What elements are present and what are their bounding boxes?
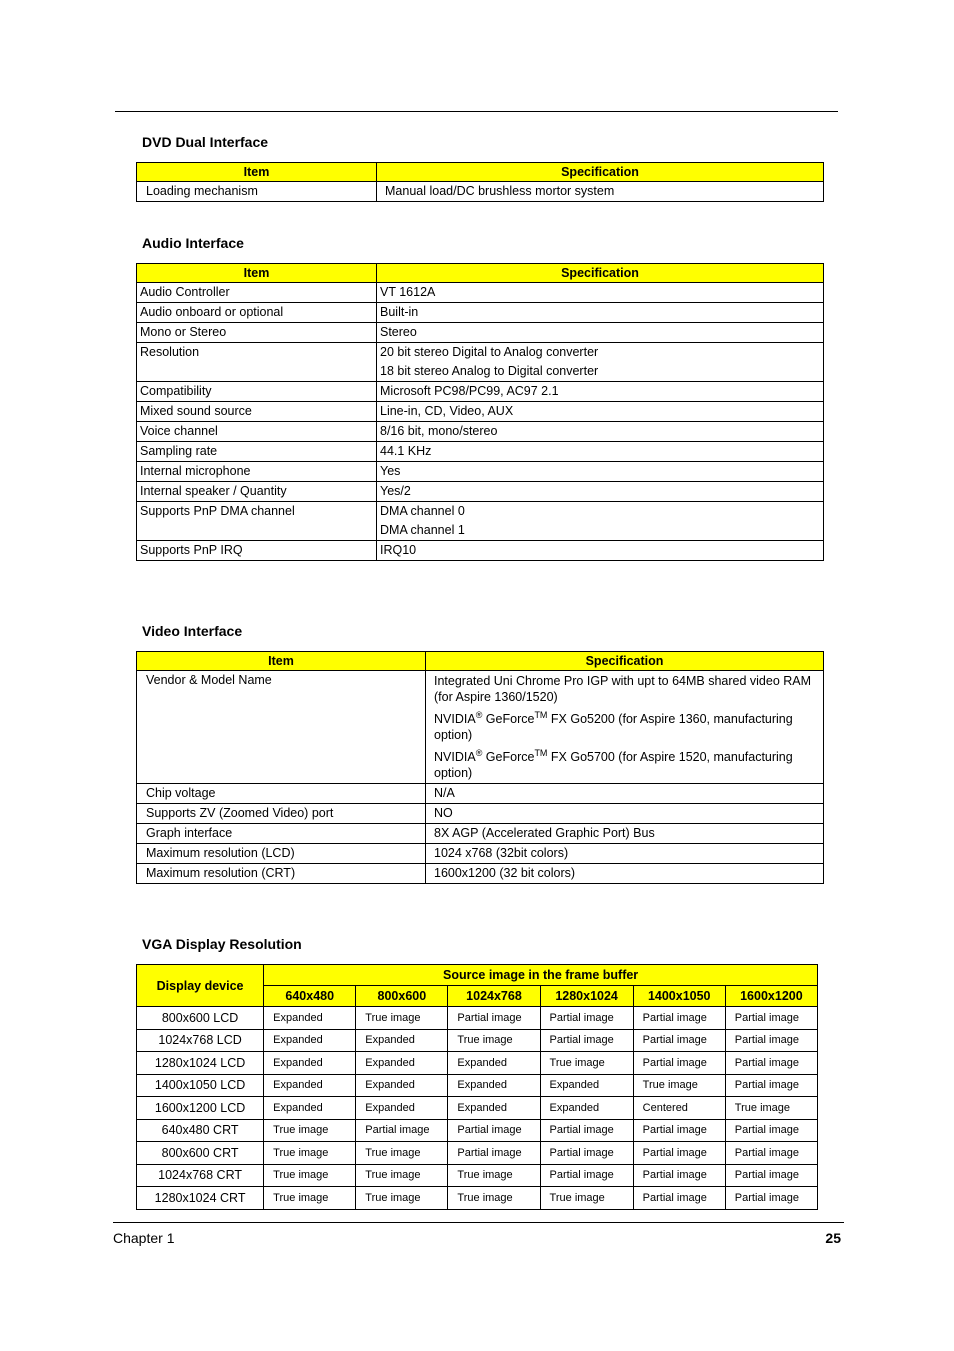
dvd-item-cell: Loading mechanism — [137, 182, 377, 202]
vga-column-header: 1400x1050 — [633, 986, 725, 1007]
vga-value-cell: True image — [264, 1119, 356, 1142]
vga-value-cell: Partial image — [448, 1142, 540, 1165]
vga-value-cell: Partial image — [540, 1029, 633, 1052]
video-vendor-item: Vendor & Model Name — [137, 671, 426, 784]
bottom-rule — [113, 1222, 844, 1223]
vga-value-cell: Expanded — [540, 1097, 633, 1120]
audio-item-cell: Voice channel — [137, 422, 377, 442]
audio-item-cell: Mixed sound source — [137, 402, 377, 422]
vga-value-cell: True image — [356, 1142, 448, 1165]
table-row — [137, 502, 824, 541]
audio-spec-line: DMA channel 0 — [380, 504, 465, 518]
audio-item-cell: Resolution — [137, 343, 377, 382]
table-row — [137, 283, 824, 303]
vga-column-header: 1600x1200 — [725, 986, 817, 1007]
vga-value-cell: Expanded — [264, 1007, 356, 1030]
table-row — [137, 442, 824, 462]
vga-device-cell: 800x600 LCD — [137, 1007, 264, 1030]
table-row — [137, 1142, 818, 1165]
audio-item-cell: Compatibility — [137, 382, 377, 402]
table-row — [137, 323, 824, 343]
audio-spec-cell — [377, 382, 824, 402]
dvd-spec-cell: Manual load/DC brushless mortor system — [377, 182, 824, 202]
vga-value-cell: Partial image — [633, 1164, 725, 1187]
table-row — [137, 422, 824, 442]
table-row — [137, 462, 824, 482]
vga-value-cell: Partial image — [725, 1074, 817, 1097]
vga-value-cell: Expanded — [264, 1074, 356, 1097]
vga-value-cell: Partial image — [633, 1119, 725, 1142]
vga-value-cell: True image — [356, 1187, 448, 1210]
geforce-text: GeForce — [482, 750, 535, 764]
audio-spec-line: 18 bit stereo Analog to Digital converter — [380, 364, 599, 378]
top-rule — [115, 111, 838, 112]
dvd-header-row — [137, 163, 824, 182]
table-row — [137, 402, 824, 422]
audio-spec-line: Stereo — [380, 325, 417, 339]
table-row — [137, 303, 824, 323]
audio-item-cell: Internal speaker / Quantity — [137, 482, 377, 502]
video-vendor-spec-igp: Integrated Uni Chrome Pro IGP with upt to 64MB shared video RAM (for Aspire 1360/1520) — [434, 674, 812, 704]
video-header-row — [137, 652, 824, 671]
video-item-cell: Graph interface — [137, 824, 426, 844]
vga-value-cell: True image — [448, 1029, 540, 1052]
table-row — [137, 182, 824, 202]
vga-value-cell: True image — [725, 1097, 817, 1120]
fx5200-text: FX Go5200 (for Aspire 1360, manufacturing option) — [434, 712, 793, 742]
vga-device-cell: 1600x1200 LCD — [137, 1097, 264, 1120]
vga-header-source: Source image in the frame buffer — [264, 965, 818, 986]
video-spec-cell: 8X AGP (Accelerated Graphic Port) Bus — [426, 824, 824, 844]
vga-value-cell: Expanded — [356, 1029, 448, 1052]
vga-value-cell: True image — [448, 1187, 540, 1210]
vga-device-cell: 1024x768 CRT — [137, 1164, 264, 1187]
video-item-cell: Maximum resolution (CRT) — [137, 864, 426, 884]
vga-device-cell: 1400x1050 LCD — [137, 1074, 264, 1097]
video-spec-cell: 1600x1200 (32 bit colors) — [426, 864, 824, 884]
audio-spec-line: 20 bit stereo Digital to Analog converter — [380, 345, 599, 359]
vga-value-cell: True image — [264, 1164, 356, 1187]
audio-header-item: Item — [137, 264, 377, 283]
vga-value-cell: Expanded — [448, 1074, 540, 1097]
video-table — [136, 651, 824, 884]
audio-spec-line: IRQ10 — [380, 543, 417, 557]
audio-item-cell: Audio Controller — [137, 283, 377, 303]
table-row — [137, 1164, 818, 1187]
vga-value-cell: Partial image — [725, 1164, 817, 1187]
vga-value-cell: Centered — [633, 1097, 725, 1120]
vga-device-cell: 1280x1024 CRT — [137, 1187, 264, 1210]
vga-column-header: 1024x768 — [448, 986, 540, 1007]
audio-section-title: Audio Interface — [142, 235, 244, 251]
table-row — [137, 824, 824, 844]
vga-value-cell: True image — [540, 1052, 633, 1075]
vga-value-cell: Expanded — [264, 1097, 356, 1120]
video-vendor-spec-fx5200 — [434, 711, 820, 743]
dvd-header-item: Item — [137, 163, 377, 182]
vga-value-cell: Partial image — [725, 1119, 817, 1142]
table-row — [137, 804, 824, 824]
vga-header-device: Display device — [137, 965, 264, 1007]
audio-item-cell: Internal microphone — [137, 462, 377, 482]
vga-device-cell: 800x600 CRT — [137, 1142, 264, 1165]
vga-value-cell: Partial image — [725, 1029, 817, 1052]
table-row — [137, 1052, 818, 1075]
dvd-section-title: DVD Dual Interface — [142, 134, 269, 150]
registered-mark: ® — [475, 709, 483, 720]
geforce-text: GeForce — [482, 712, 535, 726]
vga-value-cell: Partial image — [633, 1052, 725, 1075]
dvd-table — [136, 162, 824, 202]
vga-value-cell: Partial image — [540, 1119, 633, 1142]
vga-value-cell: Partial image — [356, 1119, 448, 1142]
vga-section-title: VGA Display Resolution — [142, 936, 302, 952]
fx5700-text: FX Go5700 (for Aspire 1520, manufacturing option) — [434, 750, 793, 780]
video-item-cell: Maximum resolution (LCD) — [137, 844, 426, 864]
audio-spec-cell — [377, 402, 824, 422]
audio-spec-line: 8/16 bit, mono/stereo — [380, 424, 498, 438]
vga-value-cell: True image — [356, 1007, 448, 1030]
vga-device-cell: 1280x1024 LCD — [137, 1052, 264, 1075]
vga-value-cell: Partial image — [633, 1029, 725, 1052]
vga-value-cell: True image — [448, 1164, 540, 1187]
audio-spec-line: VT 1612A — [380, 285, 436, 299]
audio-spec-line: Line-in, CD, Video, AUX — [380, 404, 514, 418]
video-vendor-spec-fx5700 — [434, 749, 820, 781]
vga-value-cell: Partial image — [633, 1187, 725, 1210]
video-spec-cell: 1024 x768 (32bit colors) — [426, 844, 824, 864]
audio-spec-cell — [377, 541, 824, 561]
vga-value-cell: Partial image — [448, 1007, 540, 1030]
audio-header-spec: Specification — [377, 264, 824, 283]
audio-spec-line: DMA channel 1 — [380, 523, 465, 537]
footer-page-number: 25 — [825, 1230, 841, 1246]
dvd-header-spec: Specification — [377, 163, 824, 182]
vga-value-cell: Partial image — [540, 1142, 633, 1165]
table-row — [137, 671, 824, 784]
nvidia-text: NVIDIA — [434, 712, 476, 726]
vga-value-cell: Partial image — [633, 1142, 725, 1165]
vga-value-cell: True image — [540, 1187, 633, 1210]
video-section-title: Video Interface — [142, 623, 243, 639]
vga-value-cell: Partial image — [633, 1007, 725, 1030]
audio-table — [136, 263, 824, 561]
table-row — [137, 1007, 818, 1030]
vga-value-cell: True image — [264, 1187, 356, 1210]
footer-chapter: Chapter 1 — [113, 1230, 175, 1246]
audio-spec-cell — [377, 482, 824, 502]
table-row — [137, 1097, 818, 1120]
audio-item-cell: Audio onboard or optional — [137, 303, 377, 323]
audio-item-cell: Supports PnP DMA channel — [137, 502, 377, 541]
vga-value-cell: Partial image — [725, 1187, 817, 1210]
audio-spec-line: Yes — [380, 464, 401, 478]
audio-spec-cell — [377, 462, 824, 482]
audio-spec-cell — [377, 442, 824, 462]
table-row — [137, 1029, 818, 1052]
table-row — [137, 1074, 818, 1097]
vga-value-cell: True image — [356, 1164, 448, 1187]
vga-column-header: 640x480 — [264, 986, 356, 1007]
vga-value-cell: Partial image — [725, 1142, 817, 1165]
vga-value-cell: Expanded — [356, 1074, 448, 1097]
video-vendor-spec — [426, 671, 824, 784]
vga-table — [136, 964, 818, 1210]
vga-value-cell: True image — [633, 1074, 725, 1097]
audio-spec-cell — [377, 502, 824, 541]
vga-column-header: 1280x1024 — [540, 986, 633, 1007]
audio-spec-cell — [377, 303, 824, 323]
vga-header-row-1 — [137, 965, 818, 986]
audio-spec-line: 44.1 KHz — [380, 444, 432, 458]
vga-value-cell: Partial image — [540, 1164, 633, 1187]
trademark-mark: TM — [534, 747, 548, 758]
table-row — [137, 844, 824, 864]
vga-value-cell: Expanded — [264, 1052, 356, 1075]
video-spec-cell: NO — [426, 804, 824, 824]
vga-value-cell: Expanded — [264, 1029, 356, 1052]
table-row — [137, 382, 824, 402]
vga-device-cell: 1024x768 LCD — [137, 1029, 264, 1052]
vga-value-cell: Expanded — [356, 1052, 448, 1075]
vga-value-cell: Partial image — [448, 1119, 540, 1142]
vga-column-header: 800x600 — [356, 986, 448, 1007]
audio-spec-cell — [377, 422, 824, 442]
table-row — [137, 541, 824, 561]
video-spec-cell: N/A — [426, 784, 824, 804]
vga-value-cell: Partial image — [725, 1052, 817, 1075]
video-item-cell: Chip voltage — [137, 784, 426, 804]
audio-spec-cell — [377, 323, 824, 343]
table-row — [137, 1187, 818, 1210]
table-row — [137, 784, 824, 804]
nvidia-text: NVIDIA — [434, 750, 476, 764]
audio-header-row — [137, 264, 824, 283]
registered-mark: ® — [475, 747, 483, 758]
vga-value-cell: True image — [264, 1142, 356, 1165]
video-item-cell: Supports ZV (Zoomed Video) port — [137, 804, 426, 824]
audio-spec-line: Yes/2 — [380, 484, 411, 498]
trademark-mark: TM — [534, 709, 548, 720]
vga-value-cell: Expanded — [356, 1097, 448, 1120]
table-row — [137, 864, 824, 884]
vga-device-cell: 640x480 CRT — [137, 1119, 264, 1142]
audio-item-cell: Mono or Stereo — [137, 323, 377, 343]
vga-value-cell: Expanded — [448, 1052, 540, 1075]
audio-item-cell: Supports PnP IRQ — [137, 541, 377, 561]
audio-spec-cell — [377, 283, 824, 303]
table-row — [137, 1119, 818, 1142]
audio-spec-line: Microsoft PC98/PC99, AC97 2.1 — [380, 384, 559, 398]
audio-spec-line: Built-in — [380, 305, 419, 319]
audio-item-cell: Sampling rate — [137, 442, 377, 462]
vga-value-cell: Partial image — [540, 1007, 633, 1030]
audio-spec-cell — [377, 343, 824, 382]
video-header-spec: Specification — [426, 652, 824, 671]
vga-value-cell: Partial image — [725, 1007, 817, 1030]
vga-value-cell: Expanded — [540, 1074, 633, 1097]
video-header-item: Item — [137, 652, 426, 671]
vga-value-cell: Expanded — [448, 1097, 540, 1120]
table-row — [137, 482, 824, 502]
table-row — [137, 343, 824, 382]
